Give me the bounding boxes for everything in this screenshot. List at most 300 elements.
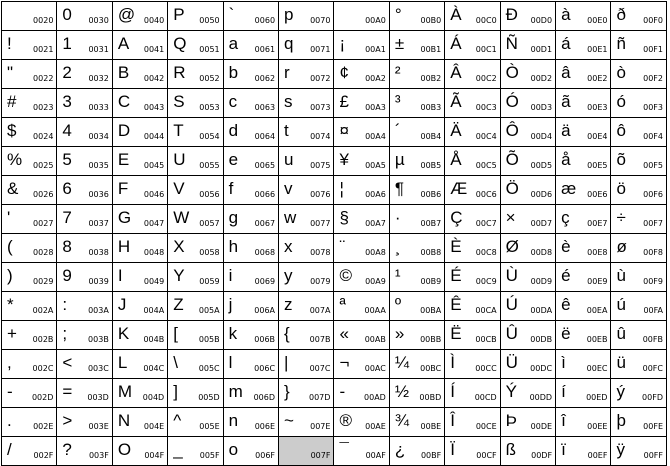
character-glyph: ó [616, 92, 626, 111]
character-cell [279, 60, 334, 89]
character-cell [389, 263, 444, 292]
code-point-label: 0069 [254, 277, 276, 286]
code-point-label: 00A3 [365, 103, 386, 112]
character-glyph: º [394, 295, 402, 314]
code-point-label: 0061 [254, 45, 276, 54]
character-glyph: Å [450, 150, 462, 169]
character-cell [279, 321, 334, 350]
character-cell [500, 31, 555, 60]
grid-row [2, 234, 667, 263]
character-glyph: 2 [62, 63, 72, 82]
code-point-label: 0033 [88, 103, 109, 112]
character-cell [611, 176, 667, 205]
code-point-label: 002D [31, 393, 54, 402]
code-point-label: 00F9 [643, 277, 663, 286]
code-point-label: 00E8 [587, 248, 608, 257]
code-point-label: 005C [198, 364, 220, 373]
code-point-label: 0057 [199, 219, 220, 228]
code-point-label: 002C [32, 364, 54, 373]
character-cell [57, 379, 112, 408]
character-glyph: d [228, 121, 239, 140]
character-cell [223, 263, 278, 292]
code-point-label: 00CD [474, 393, 497, 402]
code-point-label: 0064 [254, 132, 276, 141]
code-point-label: 00F6 [643, 190, 663, 199]
code-point-label: 00EC [586, 364, 608, 373]
character-cell [500, 2, 555, 31]
character-cell [223, 31, 278, 60]
code-point-label: 0045 [143, 161, 165, 170]
character-glyph: Ä [450, 121, 462, 140]
character-glyph: ò [616, 63, 626, 82]
character-glyph: ã [561, 92, 571, 111]
code-point-label: 0072 [310, 74, 331, 83]
character-cell [57, 205, 112, 234]
character-cell [223, 176, 278, 205]
code-point-label: 003E [88, 422, 109, 431]
character-cell [223, 205, 278, 234]
character-glyph: Æ [450, 179, 468, 198]
code-point-label: 00B2 [420, 74, 442, 83]
character-glyph: 1 [62, 34, 72, 53]
character-cell [389, 350, 444, 379]
code-point-label: 00EE [587, 422, 608, 431]
character-cell [2, 60, 57, 89]
character-cell [389, 234, 444, 263]
character-cell [112, 321, 167, 350]
character-cell [168, 118, 223, 147]
code-point-label: 004C [143, 364, 165, 373]
character-glyph: 0 [62, 5, 72, 24]
character-glyph: ª [339, 295, 346, 314]
character-glyph: Q [173, 34, 187, 53]
code-point-label: 0040 [143, 16, 165, 25]
code-point-label: 00B3 [420, 103, 442, 112]
character-glyph: s [284, 92, 293, 111]
character-cell [611, 408, 667, 437]
character-cell [556, 89, 611, 118]
character-cell [611, 2, 667, 31]
character-glyph: Ñ [505, 34, 518, 53]
character-glyph: , [7, 353, 12, 372]
character-cell [389, 292, 444, 321]
grid-row [2, 118, 667, 147]
character-glyph: I [117, 266, 123, 285]
character-cell [389, 408, 444, 437]
code-point-label: 00A6 [365, 190, 386, 199]
character-glyph: 3 [62, 92, 72, 111]
code-point-label: 00C9 [475, 277, 497, 286]
code-point-label: 0060 [254, 16, 276, 25]
character-cell [112, 205, 167, 234]
character-glyph: ± [394, 34, 405, 53]
character-glyph: å [561, 150, 571, 169]
character-cell [2, 292, 57, 321]
code-point-label: 00D8 [530, 248, 553, 257]
code-point-label: 0055 [199, 161, 220, 170]
character-cell [279, 31, 334, 60]
character-cell [334, 89, 389, 118]
character-glyph: ¢ [339, 63, 349, 82]
character-cell [556, 437, 611, 466]
code-point-label: 0058 [199, 248, 220, 257]
code-point-label: 00D0 [530, 16, 553, 25]
code-point-label: 002E [33, 422, 54, 431]
character-glyph: Ï [450, 440, 455, 459]
character-glyph: ; [62, 324, 68, 343]
character-cell [556, 205, 611, 234]
code-point-label: 00B7 [420, 219, 442, 228]
character-cell [500, 60, 555, 89]
character-glyph: Â [450, 63, 462, 82]
character-cell [279, 205, 334, 234]
character-glyph: À [450, 5, 462, 24]
character-glyph: S [173, 92, 185, 111]
character-glyph: ä [561, 121, 571, 140]
character-glyph: ] [173, 382, 178, 401]
character-cell [223, 60, 278, 89]
character-glyph: p [284, 5, 294, 24]
character-glyph: ê [561, 295, 571, 314]
code-point-label: 00BF [420, 451, 442, 460]
character-cell [168, 263, 223, 292]
character-cell [445, 60, 500, 89]
character-glyph: í [561, 382, 566, 401]
code-point-label: 0024 [33, 132, 54, 141]
character-glyph: [ [173, 324, 178, 343]
character-cell [57, 176, 112, 205]
character-cell [112, 147, 167, 176]
character-cell [223, 292, 278, 321]
character-cell [611, 321, 667, 350]
character-glyph: Û [505, 324, 518, 343]
code-point-label: 00C6 [475, 190, 497, 199]
character-cell [112, 60, 167, 89]
code-point-label: 007B [309, 335, 331, 344]
character-glyph: û [616, 324, 626, 343]
character-cell [445, 2, 500, 31]
code-point-label: 00AF [365, 451, 386, 460]
character-glyph: f [228, 179, 234, 198]
code-point-label: 00DE [530, 422, 553, 431]
character-glyph: ¯ [339, 440, 349, 459]
code-point-label: 002F [33, 451, 54, 460]
character-glyph: V [173, 179, 185, 198]
code-point-label: 00C4 [475, 132, 497, 141]
character-glyph: ¦ [339, 179, 344, 198]
code-point-label: 0079 [310, 277, 331, 286]
character-cell [168, 379, 223, 408]
character-cell [500, 176, 555, 205]
code-point-label: 00F8 [643, 248, 663, 257]
character-cell [279, 292, 334, 321]
character-glyph: Ù [505, 266, 518, 285]
code-point-label: 00D2 [530, 74, 553, 83]
character-glyph: < [62, 353, 73, 372]
code-point-label: 0051 [199, 45, 220, 54]
character-glyph: k [228, 324, 238, 343]
character-cell [223, 321, 278, 350]
code-point-label: 006E [254, 422, 276, 431]
character-glyph: x [284, 237, 293, 256]
code-point-label: 00FD [642, 393, 663, 402]
grid-row [2, 321, 667, 350]
character-cell [389, 60, 444, 89]
code-point-label: 0030 [88, 16, 109, 25]
character-glyph: æ [561, 179, 577, 198]
character-glyph: ð [616, 5, 626, 24]
grid-row [2, 379, 667, 408]
code-point-label: 005E [199, 422, 220, 431]
character-cell [57, 60, 112, 89]
code-point-label: 00E7 [587, 219, 608, 228]
code-point-label: 0059 [199, 277, 220, 286]
code-point-label: 00E1 [587, 45, 608, 54]
character-cell [168, 31, 223, 60]
code-point-label: 00C8 [475, 248, 497, 257]
character-glyph: « [339, 324, 349, 343]
code-point-label: 00B8 [420, 248, 442, 257]
code-point-label: 006C [254, 364, 276, 373]
character-glyph: Þ [505, 411, 517, 430]
code-point-label: 00F7 [643, 219, 663, 228]
code-point-label: 0039 [88, 277, 109, 286]
character-glyph: ° [394, 5, 402, 24]
code-point-label: 0028 [33, 248, 54, 257]
character-cell [556, 31, 611, 60]
character-cell [2, 263, 57, 292]
character-cell [500, 321, 555, 350]
character-glyph: Ç [450, 208, 463, 227]
character-cell [57, 2, 112, 31]
character-glyph: Ë [450, 324, 462, 343]
character-glyph: ú [616, 295, 626, 314]
character-cell [112, 263, 167, 292]
character-glyph: M [117, 382, 132, 401]
character-cell [279, 263, 334, 292]
code-point-label: 00C5 [475, 161, 497, 170]
code-point-label: 0022 [33, 74, 54, 83]
code-point-label: 00D6 [530, 190, 553, 199]
character-cell [445, 118, 500, 147]
character-glyph: ï [561, 440, 566, 459]
character-cell [334, 234, 389, 263]
character-cell [611, 205, 667, 234]
character-cell [611, 292, 667, 321]
character-cell [334, 437, 389, 466]
character-glyph: £ [339, 92, 349, 111]
character-glyph: ½ [394, 382, 410, 401]
character-glyph: z [284, 295, 293, 314]
character-glyph: X [173, 237, 185, 256]
code-point-label: 0023 [33, 103, 54, 112]
character-glyph: ñ [616, 34, 626, 53]
character-glyph: ÿ [616, 440, 625, 459]
code-point-label: 00B5 [420, 161, 442, 170]
character-cell [2, 89, 57, 118]
character-glyph: ( [7, 237, 13, 256]
code-point-label: 00DF [531, 451, 553, 460]
character-cell [2, 205, 57, 234]
character-cell [334, 31, 389, 60]
character-glyph: Ö [505, 179, 519, 198]
character-glyph: { [284, 324, 290, 343]
character-glyph: ý [616, 382, 625, 401]
character-cell [112, 379, 167, 408]
character-cell [500, 263, 555, 292]
character-glyph: J [117, 295, 127, 314]
code-point-label: 0078 [310, 248, 331, 257]
character-cell [445, 205, 500, 234]
character-cell [556, 147, 611, 176]
character-glyph: µ [394, 150, 405, 169]
code-point-label: 0071 [310, 45, 331, 54]
code-point-label: 0041 [143, 45, 165, 54]
character-cell [168, 437, 223, 466]
character-cell [2, 147, 57, 176]
character-cell [57, 31, 112, 60]
character-cell [611, 147, 667, 176]
code-point-label: 00DD [529, 393, 553, 402]
character-cell [389, 321, 444, 350]
character-cell [112, 350, 167, 379]
code-point-label: 003B [88, 335, 109, 344]
character-glyph: : [62, 295, 68, 314]
character-glyph: 9 [62, 266, 72, 285]
code-point-label: 00A5 [365, 161, 386, 170]
character-cell [500, 350, 555, 379]
character-cell [556, 263, 611, 292]
character-cell [223, 147, 278, 176]
character-glyph: Ô [505, 121, 519, 140]
code-point-label: 0046 [143, 190, 165, 199]
code-point-label: 007C [309, 364, 331, 373]
character-cell [445, 31, 500, 60]
character-cell [112, 408, 167, 437]
character-cell [279, 350, 334, 379]
character-glyph: 8 [62, 237, 72, 256]
character-grid-body [2, 2, 667, 466]
character-cell [389, 205, 444, 234]
character-glyph: m [228, 382, 243, 401]
character-glyph: W [173, 208, 190, 227]
character-cell [556, 118, 611, 147]
character-cell [168, 176, 223, 205]
code-point-label: 00F2 [643, 74, 663, 83]
code-point-label: 00D5 [530, 161, 553, 170]
character-glyph: w [284, 208, 297, 227]
character-glyph: © [339, 266, 352, 285]
character-cell [389, 89, 444, 118]
character-cell [279, 176, 334, 205]
code-point-label: 0042 [143, 74, 165, 83]
code-point-label: 0052 [199, 74, 220, 83]
character-glyph: ÷ [616, 208, 626, 227]
character-cell [57, 234, 112, 263]
character-cell [2, 31, 57, 60]
character-cell [611, 379, 667, 408]
character-glyph: 7 [62, 208, 72, 227]
code-point-label: 0070 [310, 16, 331, 25]
code-point-label: 0047 [143, 219, 165, 228]
character-glyph: Ú [505, 295, 518, 314]
code-point-label: 0065 [254, 161, 276, 170]
character-cell [334, 147, 389, 176]
character-cell [556, 321, 611, 350]
character-cell [57, 408, 112, 437]
code-point-label: 0025 [33, 161, 54, 170]
code-point-label: 0031 [88, 45, 109, 54]
character-cell [556, 408, 611, 437]
character-glyph: ¾ [394, 411, 410, 430]
character-cell [168, 147, 223, 176]
code-point-label: 0063 [254, 103, 276, 112]
character-cell [334, 176, 389, 205]
code-point-label: 0066 [254, 190, 276, 199]
character-cell [389, 379, 444, 408]
code-point-label: 0054 [199, 132, 220, 141]
character-glyph: > [62, 411, 73, 430]
character-cell [445, 176, 500, 205]
character-cell [2, 408, 57, 437]
character-cell [2, 321, 57, 350]
character-glyph: é [561, 266, 571, 285]
code-point-label: 00A2 [365, 74, 386, 83]
character-glyph: ì [561, 353, 566, 372]
code-point-label: 00A7 [365, 219, 386, 228]
character-cell [279, 379, 334, 408]
character-glyph: v [284, 179, 293, 198]
code-point-label: 00F4 [643, 132, 663, 141]
character-cell [445, 147, 500, 176]
character-glyph: n [228, 411, 239, 430]
code-point-label: 005F [199, 451, 220, 460]
character-glyph: } [284, 382, 290, 401]
code-point-label: 00D7 [530, 219, 553, 228]
character-cell [500, 118, 555, 147]
code-point-label: 003D [87, 393, 109, 402]
character-cell [112, 89, 167, 118]
character-glyph: = [62, 382, 73, 401]
character-cell [500, 234, 555, 263]
code-point-label: 00CE [475, 422, 497, 431]
character-glyph: u [284, 150, 294, 169]
character-glyph: × [505, 208, 516, 227]
code-point-label: 0038 [88, 248, 109, 257]
character-glyph: N [117, 411, 131, 430]
code-point-label: 004B [143, 335, 165, 344]
code-point-label: 0068 [254, 248, 276, 257]
character-glyph: T [173, 121, 184, 140]
code-point-label: 00C0 [475, 16, 497, 25]
code-point-label: 0035 [88, 161, 109, 170]
character-glyph: ¡ [339, 34, 346, 53]
character-cell [389, 147, 444, 176]
code-point-label: 00FF [643, 451, 663, 460]
character-cell [445, 379, 500, 408]
character-glyph: õ [616, 150, 626, 169]
character-glyph: _ [173, 440, 183, 459]
character-cell [500, 292, 555, 321]
character-cell [611, 118, 667, 147]
character-cell [168, 408, 223, 437]
code-point-label: 00F1 [643, 45, 663, 54]
code-point-label: 006B [254, 335, 276, 344]
character-glyph: È [450, 237, 462, 256]
character-glyph: - [339, 382, 346, 401]
code-point-label: 006F [255, 451, 276, 460]
character-glyph: 6 [62, 179, 72, 198]
